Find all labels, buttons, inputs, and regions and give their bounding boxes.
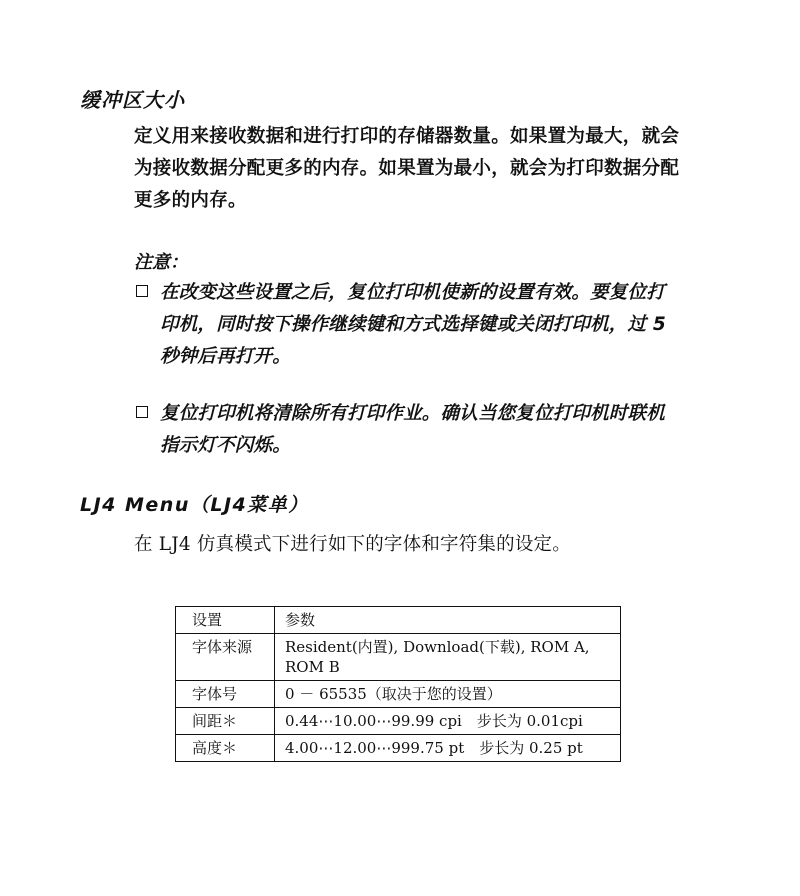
param-font-source-line-2: ROM B: [285, 658, 340, 676]
note-item-2-line-2: 指示灯不闪烁。: [160, 435, 291, 456]
note-label: 注意：: [134, 252, 188, 273]
param-font-source: [275, 634, 621, 681]
table-row: [176, 708, 621, 735]
table-row: [176, 735, 621, 762]
buffer-description-line-1: 定义用来接收数据和进行打印的存储器数量。如果置为最大，就会: [134, 126, 680, 147]
buffer-description-line-2: 为接收数据分配更多的内存。如果置为最小，就会为打印数据分配: [134, 158, 680, 179]
header-param: 参数: [275, 607, 621, 634]
lj4-settings-table: [175, 606, 621, 762]
lj4-intro-text: 在 LJ4 仿真模式下进行如下的字体和字符集的设定。: [134, 534, 571, 555]
param-font-number: 0 － 65535（取决于您的设置）: [275, 681, 621, 708]
table-row: [176, 681, 621, 708]
param-pitch: 0.44⋯10.00⋯99.99 cpi 步长为 0.01cpi: [275, 708, 621, 735]
buffer-size-heading: 缓冲区大小: [80, 88, 185, 112]
param-font-source-line-1: Resident(内置), Download(下载), ROM A,: [285, 638, 590, 656]
table-header-row: [176, 607, 621, 634]
note-item-1-line-3: 秒钟后再打开。: [160, 346, 291, 367]
bullet-box-icon: [136, 406, 148, 418]
note-item-1-line-1: 在改变这些设置之后，复位打印机使新的设置有效。要复位打: [160, 282, 665, 303]
setting-height: 高度＊: [176, 735, 275, 762]
lj4-menu-heading: LJ4 Menu（LJ4菜单）: [80, 494, 309, 516]
setting-font-number: 字体号: [176, 681, 275, 708]
header-setting: 设置: [176, 607, 275, 634]
buffer-description-line-3: 更多的内存。: [134, 190, 247, 211]
note-item-2-line-1: 复位打印机将清除所有打印作业。确认当您复位打印机时联机: [160, 403, 665, 424]
param-height: 4.00⋯12.00⋯999.75 pt 步长为 0.25 pt: [275, 735, 621, 762]
setting-font-source: 字体来源: [176, 634, 275, 681]
setting-pitch: 间距＊: [176, 708, 275, 735]
note-item-1-line-2: 印机，同时按下操作继续键和方式选择键或关闭打印机，过 5: [160, 314, 666, 335]
table-row: [176, 634, 621, 681]
bullet-box-icon: [136, 285, 148, 297]
